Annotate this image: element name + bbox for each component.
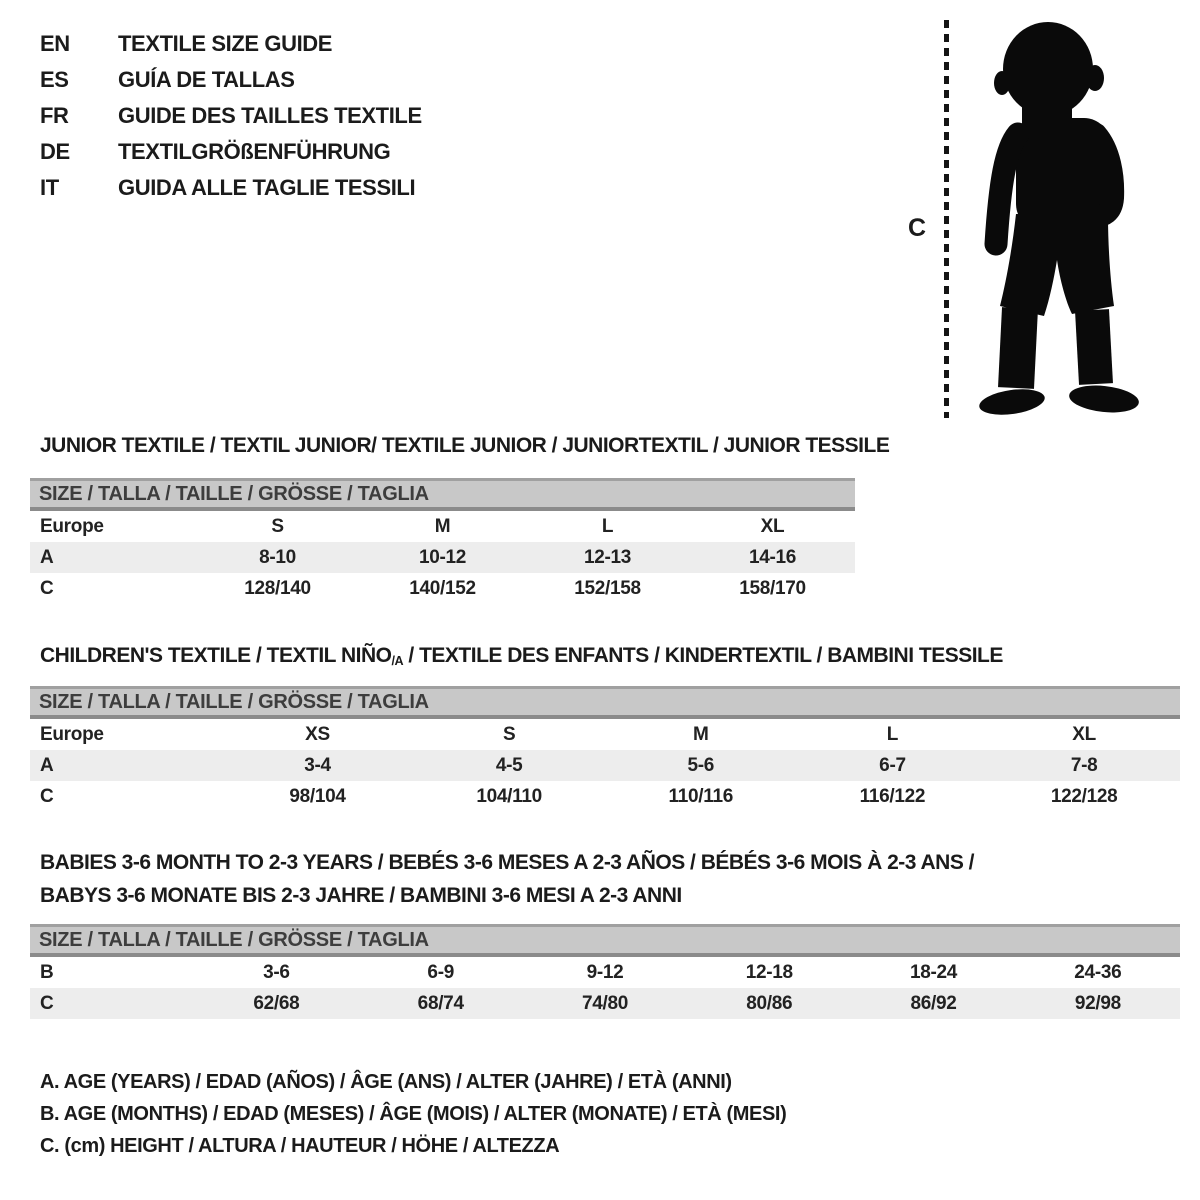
cell: 7-8 <box>988 750 1180 781</box>
junior-section-heading: JUNIOR TEXTILE / TEXTIL JUNIOR/ TEXTILE JUNIOR / JUNIORTEXTIL / JUNIOR TESSILE <box>40 434 890 457</box>
children-size-table <box>30 686 1180 812</box>
babies-row-b <box>30 955 1180 988</box>
size-header-label: SIZE / TALLA / TAILLE / GRÖSSE / TAGLIA <box>30 688 1180 718</box>
cell: 8-10 <box>195 542 360 573</box>
language-code-es: ES <box>40 67 69 92</box>
babies-heading-line1: BABIES 3-6 MONTH TO 2-3 YEARS / BEBÉS 3-6 MESES A 2-3 AÑOS / BÉBÉS 3-6 MOIS À 2-3 ANS / <box>40 851 975 874</box>
children-row-a <box>30 750 1180 781</box>
col-header: S <box>502 723 516 745</box>
junior-size-header-bar <box>30 480 855 510</box>
size-header-label: SIZE / TALLA / TAILLE / GRÖSSE / TAGLIA <box>30 926 1180 956</box>
language-code-en: EN <box>40 31 70 56</box>
cell: 86/92 <box>851 988 1015 1019</box>
col-header: L <box>601 515 614 537</box>
row-label-c: C <box>30 988 194 1019</box>
cell: 3-4 <box>222 750 414 781</box>
cell: 12-18 <box>745 961 793 983</box>
cell: 128/140 <box>244 577 311 599</box>
legend-line-c: C. (cm) HEIGHT / ALTURA / HAUTEUR / HÖHE / ALTEZZA <box>40 1135 560 1157</box>
children-row-c <box>30 781 1180 812</box>
language-code-it: IT <box>40 175 59 200</box>
col-header: L <box>886 723 899 745</box>
row-label-a: A <box>30 542 195 573</box>
cell: 74/80 <box>523 988 687 1019</box>
cell: 3-6 <box>263 961 290 983</box>
silhouette-shorts <box>1000 214 1114 316</box>
col-header: XL <box>1072 723 1096 745</box>
language-code-fr: FR <box>40 103 69 128</box>
cell: 24-36 <box>1074 961 1122 983</box>
children-heading-post: / TEXTILE DES ENFANTS / KINDERTEXTIL / BAMBINI TESSILE <box>403 644 1003 667</box>
babies-size-header-bar <box>30 926 1180 956</box>
height-label: C <box>908 214 927 242</box>
cell: 14-16 <box>690 542 855 573</box>
legend-line-b: B. AGE (MONTHS) / EDAD (MESES) / ÂGE (MOIS) / ALTER (MONATE) / ETÀ (MESI) <box>40 1103 787 1125</box>
cell: 110/116 <box>668 785 734 807</box>
cell: 116/122 <box>859 785 926 807</box>
cell: 12-13 <box>525 542 690 573</box>
children-section-heading <box>40 644 1003 673</box>
children-size-header-bar <box>30 688 1180 718</box>
babies-heading-line2: BABYS 3-6 MONATE BIS 2-3 JAHRE / BAMBINI 3-6 MESI A 2-3 ANNI <box>40 884 682 907</box>
cell: 10-12 <box>360 542 525 573</box>
cell: 80/86 <box>687 988 851 1019</box>
babies-row-c <box>30 988 1180 1019</box>
row-label-b: B <box>40 961 54 983</box>
language-title-en: TEXTILE SIZE GUIDE <box>118 31 333 56</box>
junior-row-a <box>30 542 855 573</box>
silhouette-head <box>1003 22 1093 116</box>
cell: 68/74 <box>359 988 523 1019</box>
cell: 18-24 <box>909 961 958 983</box>
size-header-label: SIZE / TALLA / TAILLE / GRÖSSE / TAGLIA <box>30 480 855 510</box>
language-title-de: TEXTILGRÖßENFÜHRUNG <box>118 139 391 164</box>
language-code-de: DE <box>40 139 70 164</box>
cell: 152/158 <box>574 577 641 599</box>
junior-columns-row <box>30 509 855 542</box>
junior-size-table <box>30 478 855 604</box>
language-title-fr: GUIDE DES TAILLES TEXTILE <box>118 103 422 128</box>
babies-section-heading <box>40 846 974 912</box>
cell: 4-5 <box>413 750 605 781</box>
children-heading-sub: /A <box>391 654 404 669</box>
cell: 9-12 <box>586 961 624 983</box>
col-header: XS <box>305 723 330 745</box>
language-title-it: GUIDA ALLE TAGLIE TESSILI <box>118 175 416 200</box>
col-header: M <box>434 515 451 537</box>
cell: 62/68 <box>194 988 358 1019</box>
cell: 122/128 <box>1050 785 1118 807</box>
children-columns-row <box>30 717 1180 750</box>
col-header: XL <box>760 515 785 537</box>
row-label-c: C <box>40 785 54 807</box>
row-label-c: C <box>40 577 54 599</box>
cell: 158/170 <box>739 577 806 599</box>
toddler-silhouette-icon <box>962 16 1142 416</box>
col-header: S <box>271 515 284 537</box>
cell: 104/110 <box>476 785 542 807</box>
cell: 6-9 <box>427 961 454 983</box>
legend <box>40 1066 786 1162</box>
cell: 92/98 <box>1016 988 1180 1019</box>
col-header: M <box>693 723 709 745</box>
children-heading-pre: CHILDREN'S TEXTILE / TEXTIL NIÑO <box>40 644 392 667</box>
language-title-es: GUÍA DE TALLAS <box>118 67 295 92</box>
row-label-a: A <box>30 750 222 781</box>
row-label-europe: Europe <box>40 723 104 745</box>
junior-row-c <box>30 573 855 604</box>
legend-line-a: A. AGE (YEARS) / EDAD (AÑOS) / ÂGE (ANS) / ALTER (JAHRE) / ETÀ (ANNI) <box>40 1071 732 1093</box>
language-header <box>40 32 422 199</box>
babies-size-table <box>30 924 1180 1019</box>
cell: 5-6 <box>605 750 797 781</box>
cell: 98/104 <box>289 785 346 807</box>
row-label-europe: Europe <box>40 515 104 537</box>
cell: 140/152 <box>409 577 476 599</box>
cell: 6-7 <box>797 750 989 781</box>
height-dashed-line <box>944 20 949 418</box>
